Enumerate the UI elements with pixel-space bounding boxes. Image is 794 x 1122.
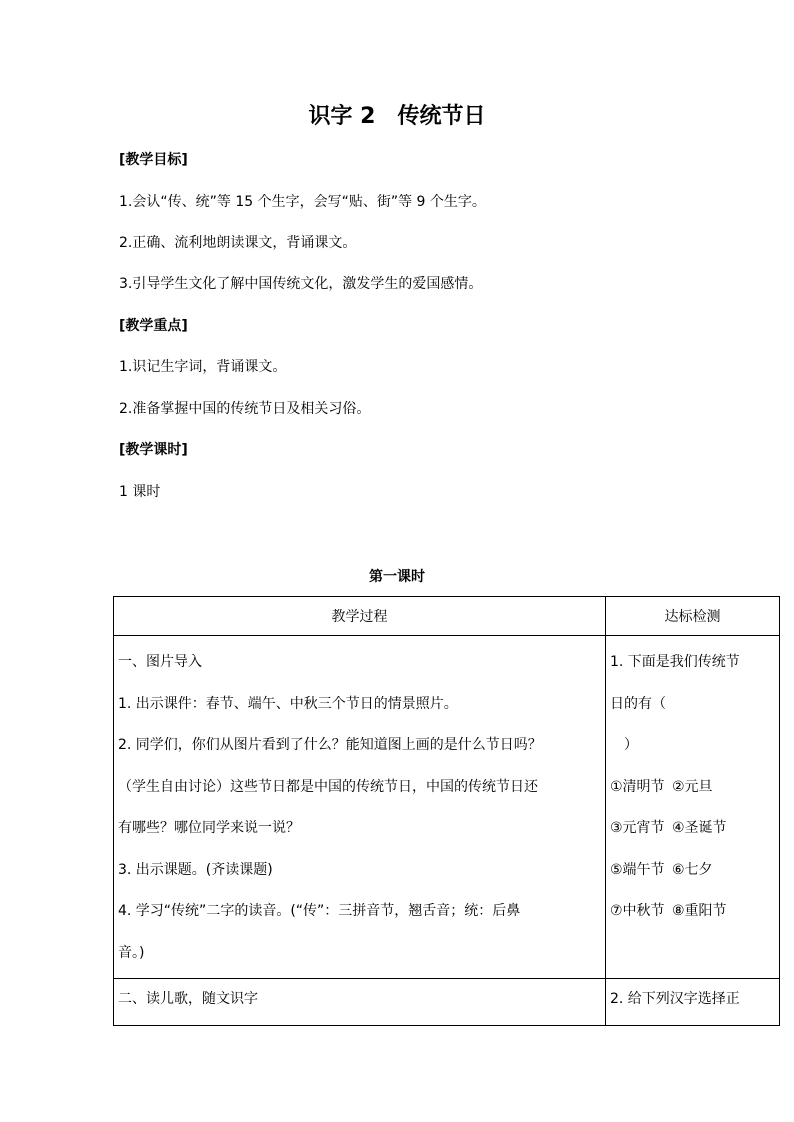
option-item: ⑤端午节: [610, 861, 665, 878]
page-title: 识字 2 传统节日: [308, 104, 486, 129]
option-row: [610, 850, 779, 892]
process-line: 2. 同学们，你们从图片看到了什么？能知道图上画的是什么节日吗？: [118, 737, 542, 753]
process-cell: [114, 979, 606, 1026]
option-item: ③元宵节: [610, 820, 665, 836]
lesson-table: [113, 596, 780, 1026]
option-row: [610, 808, 779, 850]
option-item: ②元旦: [672, 778, 713, 795]
process-line: 二、读儿歌，随文识字: [118, 991, 258, 1007]
section-heading-goals: [教学目标]: [119, 152, 188, 168]
process-line: 一、图片导入: [118, 654, 202, 670]
option-item: ⑦中秋节: [610, 903, 665, 919]
option-item: ⑧重阳节: [672, 903, 727, 919]
option-row: [610, 767, 779, 809]
section-heading-keypoints: [教学重点]: [119, 318, 188, 334]
process-line: 音。): [118, 944, 145, 961]
goal-item-1: 1.会认“传、统”等 15 个生字，会写“贴、街”等 9 个生字。: [119, 194, 486, 210]
process-line: 有哪些？哪位同学来说一说？: [118, 820, 300, 836]
hours-item-1: 1 课时: [119, 484, 161, 500]
header-check: 达标检测: [606, 597, 780, 636]
process-line: 4. 学习“传统”二字的读音。(“传”：三拼音节，翘舌音；统：后鼻: [118, 903, 521, 919]
option-row: [610, 891, 779, 933]
process-line: 3. 出示课题。(齐读课题): [118, 861, 273, 878]
lesson-title: 第一课时: [369, 569, 425, 585]
check-question-line: ）: [610, 737, 638, 753]
option-item: ①清明节: [610, 778, 665, 795]
option-item: ⑥七夕: [672, 861, 713, 878]
goal-item-2: 2.正确、流利地朗读课文，背诵课文。: [119, 235, 357, 251]
process-line: 1. 出示课件：春节、端午、中秋三个节日的情景照片。: [118, 695, 458, 712]
goal-item-3: 3.引导学生文化了解中国传统文化，激发学生的爱国感情。: [119, 276, 483, 292]
keypoint-item-2: 2.准备掌握中国的传统节日及相关习俗。: [119, 401, 371, 417]
check-question-line: 日的有（: [610, 695, 666, 712]
table-row: [114, 636, 780, 979]
check-question-line: 2. 给下列汉字选择正: [610, 991, 740, 1007]
table-header-row: [114, 597, 780, 636]
keypoint-item-1: 1.识记生字词，背诵课文。: [119, 359, 287, 375]
process-line: （学生自由讨论）这些节日都是中国的传统节日，中国的传统节日还: [118, 778, 538, 795]
check-cell: [606, 979, 780, 1026]
check-cell: [606, 636, 780, 979]
process-cell: [114, 636, 606, 979]
section-heading-hours: [教学课时]: [119, 442, 188, 458]
table-row: [114, 979, 780, 1026]
header-process: 教学过程: [114, 597, 606, 636]
check-question-line: 1. 下面是我们传统节: [610, 654, 740, 670]
option-item: ④圣诞节: [672, 820, 727, 836]
